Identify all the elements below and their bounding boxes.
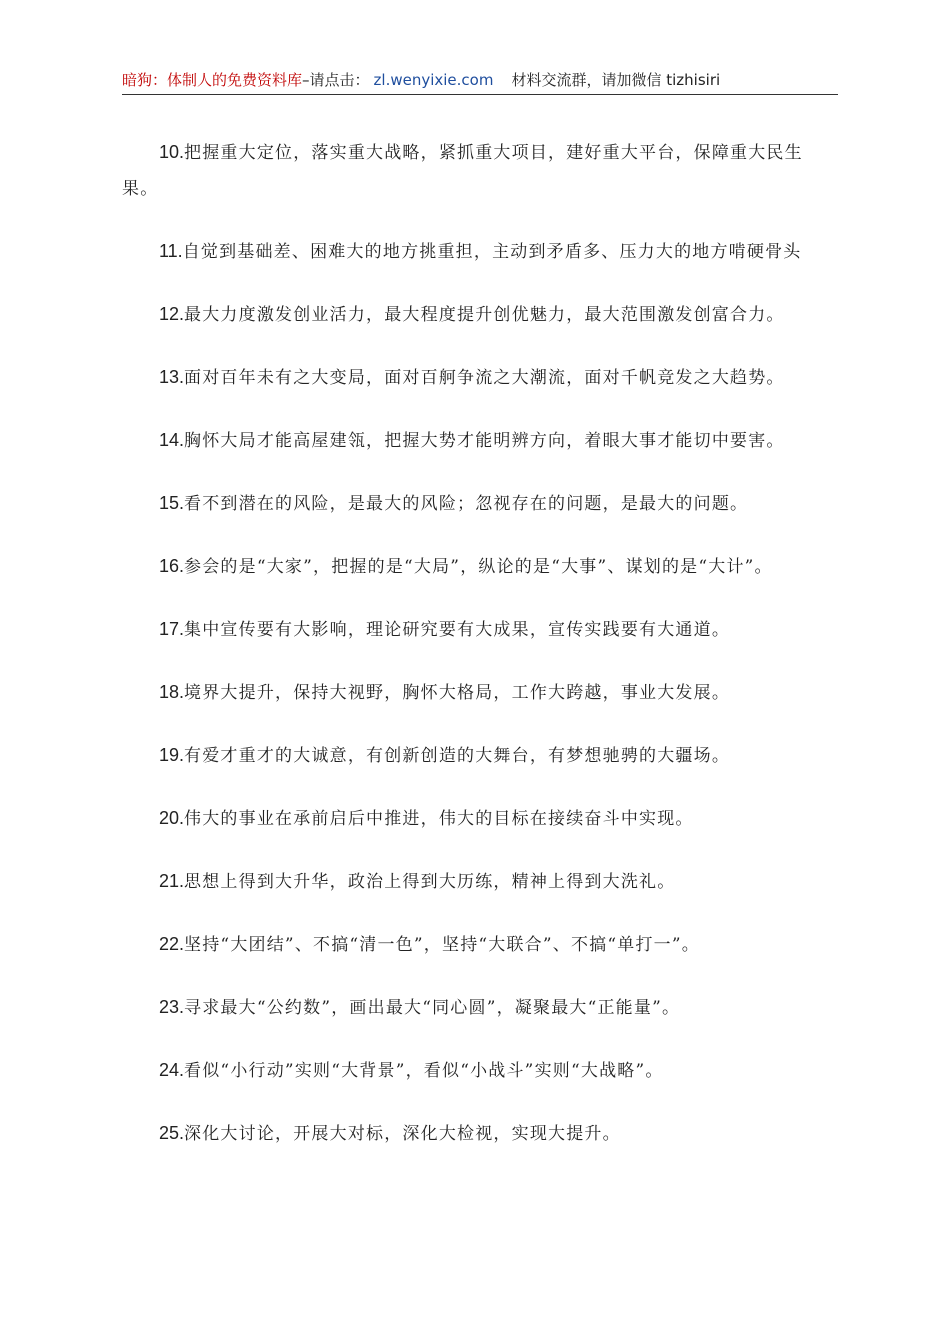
- list-item: [122, 800, 838, 837]
- list-item: [122, 674, 838, 711]
- list-item: [122, 737, 838, 774]
- item-number: 20.: [159, 808, 185, 828]
- item-text: 把握重大定位，落实重大战略，紧抓重大项目，建好重大平台，保障重大民生果。: [122, 143, 803, 199]
- item-number: 19.: [159, 745, 185, 765]
- item-number: 16.: [159, 556, 185, 576]
- item-number: 17.: [159, 619, 185, 639]
- item-number: 18.: [159, 682, 185, 702]
- list-item: [122, 296, 838, 333]
- list-item: [122, 134, 838, 207]
- item-text: 伟大的事业在承前启后中推进，伟大的目标在接续奋斗中实现。: [184, 809, 694, 829]
- item-number: 25.: [159, 1123, 185, 1143]
- item-number: 15.: [159, 493, 185, 513]
- item-number: 14.: [159, 430, 185, 450]
- header-link[interactable]: zl.wenyixie.com: [373, 71, 494, 89]
- item-text: 寻求最大“公约数”，画出最大“同心圆”，凝聚最大“正能量”。: [184, 998, 681, 1018]
- item-number: 11.: [159, 241, 183, 261]
- list-item: [122, 1052, 838, 1089]
- header-prompt: –请点击：: [302, 71, 370, 89]
- item-text: 深化大讨论，开展大对标，深化大检视，实现大提升。: [184, 1124, 621, 1144]
- item-text: 思想上得到大升华，政治上得到大历练，精神上得到大洗礼。: [184, 872, 676, 892]
- list-item: [122, 233, 838, 270]
- header-group-note: 材料交流群，请加微信 tizhisiri: [511, 71, 721, 89]
- list-item: [122, 1115, 838, 1152]
- item-number: 10.: [159, 142, 185, 162]
- header-brand: 暗狗：体制人的免费资料库: [122, 71, 303, 89]
- list-item: [122, 359, 838, 396]
- item-number: 24.: [159, 1060, 185, 1080]
- item-text: 胸怀大局才能高屋建瓴，把握大势才能明辨方向，着眼大事才能切中要害。: [184, 431, 785, 451]
- item-text: 自觉到基础差、困难大的地方挑重担，主动到矛盾多、压力大的地方啃硬骨头: [182, 242, 802, 262]
- item-number: 13.: [159, 367, 185, 387]
- item-number: 21.: [159, 871, 185, 891]
- item-text: 看似“小行动”实则“大背景”，看似“小战斗”实则“大战略”。: [184, 1061, 664, 1081]
- list-item: [122, 989, 838, 1026]
- item-number: 12.: [159, 304, 185, 324]
- item-number: 23.: [159, 997, 185, 1017]
- item-text: 看不到潜在的风险，是最大的风险；忽视存在的问题，是最大的问题。: [184, 494, 749, 514]
- list-item: [122, 863, 838, 900]
- page-header: [122, 68, 838, 95]
- list-item: [122, 548, 838, 585]
- item-text: 有爱才重才的大诚意，有创新创造的大舞台，有梦想驰骋的大疆场。: [184, 746, 731, 766]
- item-number: 22.: [159, 934, 185, 954]
- list-item: [122, 926, 838, 963]
- list-item: [122, 611, 838, 648]
- item-text: 面对百年未有之大变局，面对百舸争流之大潮流，面对千帆竞发之大趋势。: [184, 368, 785, 388]
- list-item: [122, 485, 838, 522]
- item-text: 参会的是“大家”，把握的是“大局”，纵论的是“大事”、谋划的是“大计”。: [184, 557, 773, 577]
- item-text: 境界大提升，保持大视野，胸怀大格局，工作大跨越，事业大发展。: [184, 683, 731, 703]
- list-item: [122, 422, 838, 459]
- document-body: [122, 134, 838, 1178]
- item-text: 坚持“大团结”、不搞“清一色”，坚持“大联合”、不搞“单打一”。: [184, 935, 700, 955]
- item-text: 最大力度激发创业活力，最大程度提升创优魅力，最大范围激发创富合力。: [184, 305, 785, 325]
- item-text: 集中宣传要有大影响，理论研究要有大成果，宣传实践要有大通道。: [184, 620, 731, 640]
